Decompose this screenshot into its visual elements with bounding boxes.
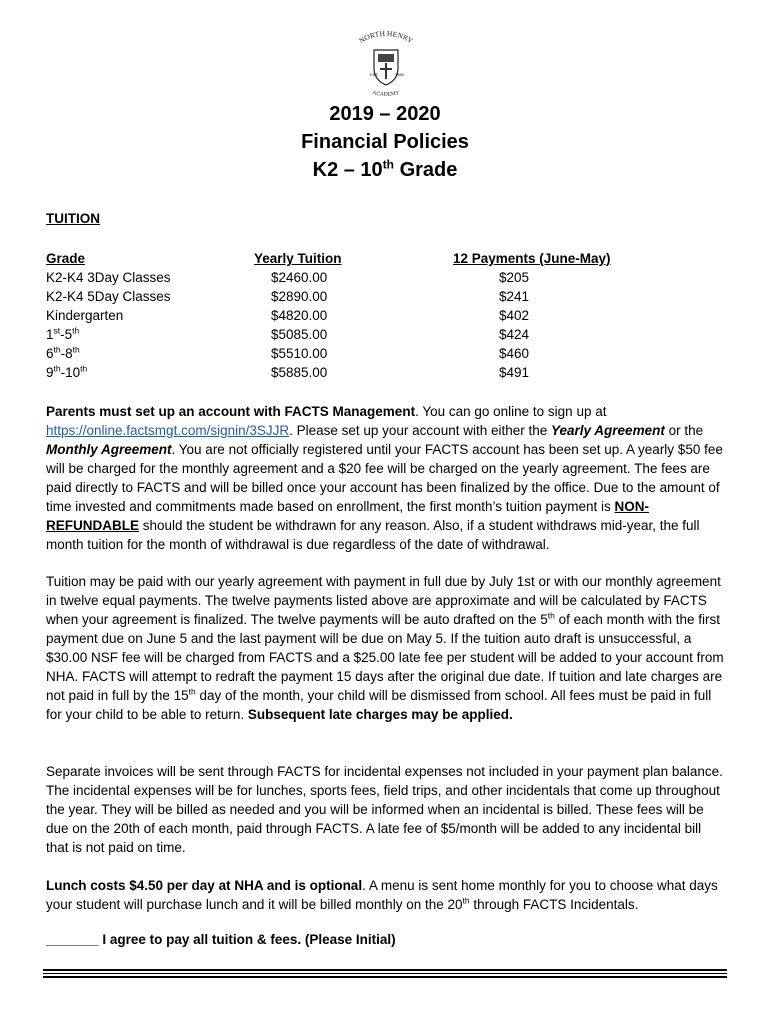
yearly-cell: $5885.00 xyxy=(271,365,328,380)
incidental-expenses-paragraph: Separate invoices will be sent through FACTS for incidental expenses not included in your payment plan balance. The incidental expenses will be for lunches, sports fees, field trips, and other incidentals that come up throughout the year. They will be billed as needed and you will be informed when an incidental is billed. These fees will be due on the 20th of each month, paid through FACTS. A late fee of $5/month will be added to any incidental bill that is not paid on time. xyxy=(46,764,723,855)
monthly-cell: $205 xyxy=(499,270,530,285)
svg-text:NORTH HENRY xyxy=(357,29,415,46)
facts-account-paragraph: Parents must set up an account with FACTS Management. You can go online to sign up at https://online.factsmgt.com/signin/3SJJR. Please set up your account with either the Yearly Agreement or the Monthly Agreement. You are not officially registered until your FACTS account has been set up. A yearly $50 fee will be charged for the monthly agreement and a $20 fee will be charged on the yearly agreement. The fees are paid directly to FACTS and will be billed once your account has been finalized by the office. Due to the amount of time invested and commitments made based on enrollment, the first month’s tuition payment is NON-REFUNDABLE should the student be withdrawn for any reason. Also, if a student withdraws mid-year, the full month tuition for the month of withdrawal is due regardless of the date of withdrawal. xyxy=(46,404,723,552)
footer-rule xyxy=(43,969,727,971)
agreement-line: _______ I agree to pay all tuition & fees. (Please Initial) xyxy=(46,932,396,947)
logo-arc-text: NORTH HENRY xyxy=(357,28,415,46)
col-header-grade: Grade xyxy=(46,251,86,266)
title-grades: K2 – 10th Grade xyxy=(312,157,458,181)
title-policies: Financial Policies xyxy=(301,131,469,153)
footer-rule xyxy=(43,973,727,974)
non-refundable-text: NON-REFUNDABLE xyxy=(46,499,650,533)
table-row xyxy=(46,363,726,382)
col-header-monthly: 12 Payments (June-May) xyxy=(453,251,611,266)
table-row xyxy=(46,268,726,287)
monthly-cell: $424 xyxy=(499,327,530,342)
monthly-cell: $491 xyxy=(499,365,530,380)
table-row xyxy=(46,306,726,325)
yearly-cell: $5510.00 xyxy=(271,346,328,361)
lunch-paragraph: Lunch costs $4.50 per day at NHA and is optional. A menu is sent home monthly for you to choose what days your student will purchase lunch and it will be billed monthly on the 20th through FACTS Incidentals. xyxy=(46,878,718,912)
logo-bottom-text: ACADEMY xyxy=(371,90,401,98)
table-row xyxy=(46,287,726,306)
table-header-row xyxy=(46,249,726,268)
grade-cell: K2-K4 3Day Classes xyxy=(46,270,171,285)
tuition-table xyxy=(46,249,726,382)
footer-rule xyxy=(43,976,727,978)
svg-text:ACADEMY xyxy=(372,90,401,98)
payment-schedule-paragraph: Tuition may be paid with our yearly agreement with payment in full due by July 1st or with our monthly agreement in twelve equal payments. The twelve payments listed above are approximate and will be calculated by FACTS when your agreement is finalized. The twelve payments will be auto drafted on the 5th of each month with the first payment due on June 5 and the last payment will be due on May 5. If the tuition auto draft is unsuccessful, a $30.00 NSF fee will be charged from FACTS and a $25.00 late fee per student will be added to your account from NHA. FACTS will attempt to redraft the payment 15 days after the original due date. If tuition and late charges are not paid in full by the 15th day of the month, your child will be dismissed from school. All fees must be paid in full for your child to be able to return. Subsequent late charges may be applied. xyxy=(46,574,724,722)
table-row xyxy=(46,344,726,363)
grade-cell: Kindergarten xyxy=(46,308,124,323)
tuition-heading: TUITION xyxy=(46,211,100,226)
yearly-cell: $4820.00 xyxy=(271,308,328,323)
initial-blank[interactable]: _______ xyxy=(46,932,99,947)
title-year: 2019 – 2020 xyxy=(329,103,441,125)
yearly-cell: $2890.00 xyxy=(271,289,328,304)
school-logo xyxy=(343,28,429,98)
grade-cell: K2-K4 5Day Classes xyxy=(46,289,171,304)
yearly-cell: $5085.00 xyxy=(271,327,328,342)
grade-cell: 9th-10th xyxy=(46,363,88,380)
yearly-cell: $2460.00 xyxy=(271,270,328,285)
grade-cell: 1st-5th xyxy=(46,325,80,342)
logo-est: EST. xyxy=(370,72,379,77)
col-header-yearly: Yearly Tuition xyxy=(254,251,342,266)
monthly-cell: $241 xyxy=(499,289,530,304)
facts-signin-link[interactable]: https://online.factsmgt.com/signin/3SJJR xyxy=(46,423,290,438)
grade-cell: 6th-8th xyxy=(46,344,80,361)
logo-year: 1992 xyxy=(395,72,404,77)
monthly-cell: $460 xyxy=(499,346,530,361)
table-row xyxy=(46,325,726,344)
monthly-cell: $402 xyxy=(499,308,530,323)
